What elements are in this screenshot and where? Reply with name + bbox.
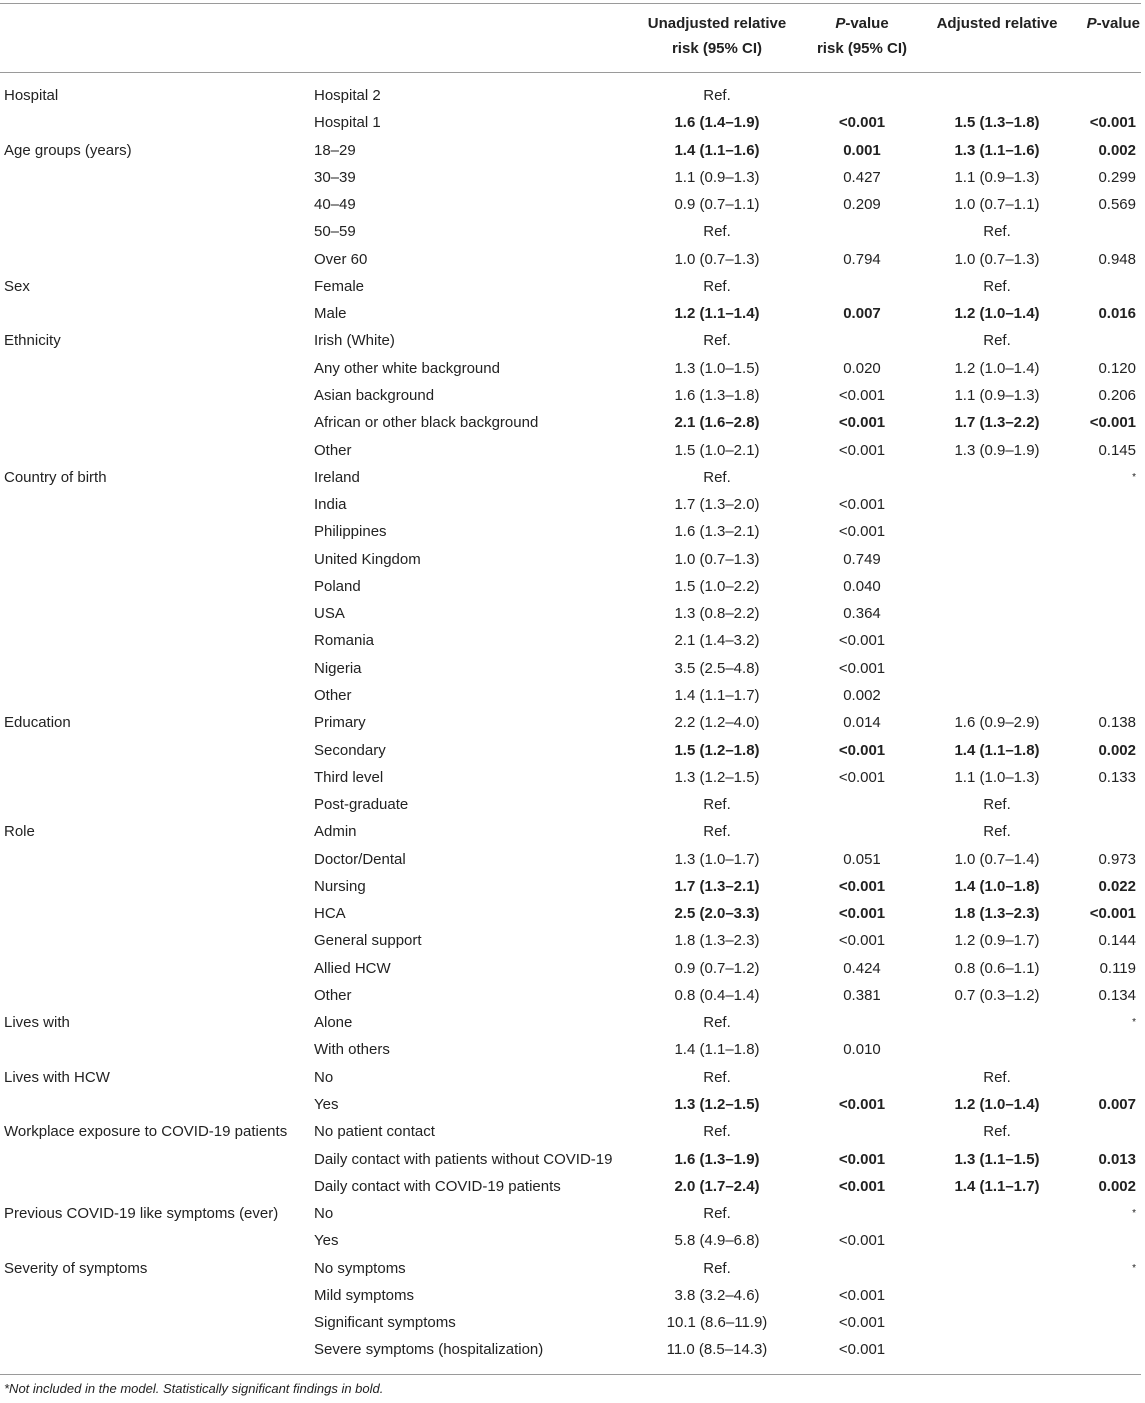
category-cell: Education xyxy=(4,714,71,732)
adjusted-p-cell xyxy=(1060,546,1136,573)
subgroup-cell: Third level xyxy=(314,768,384,786)
adjusted-rr-cell: 1.6 (0.9–2.9) xyxy=(954,714,1040,732)
unadjusted-rr-cell: 1.2 (1.1–1.4) xyxy=(674,305,760,323)
adjusted-rr-cell: Ref. xyxy=(983,277,1011,295)
subgroup-cell: Philippines xyxy=(314,523,387,541)
unadjusted-p-cell: 0.364 xyxy=(843,605,881,623)
unadjusted-rr-cell: 1.7 (1.3–2.1) xyxy=(674,877,760,895)
unadjusted-rr-cell: 1.6 (1.3–2.1) xyxy=(674,523,760,541)
adjusted-p-cell: 0.134 xyxy=(1098,986,1136,1004)
subgroup-cell: Nigeria xyxy=(314,659,362,677)
adjusted-p-cell: 0.299 xyxy=(1098,168,1136,186)
unadjusted-p-cell: 0.749 xyxy=(843,550,881,568)
adjusted-rr-cell: 1.3 (1.1–1.5) xyxy=(954,1150,1040,1168)
adjusted-p-cell: 0.013 xyxy=(1098,1150,1136,1168)
subgroup-cell: Daily contact with COVID-19 patients xyxy=(314,1177,561,1195)
unadjusted-rr-cell: 1.4 (1.1–1.7) xyxy=(674,686,760,704)
unadjusted-rr-cell: 1.3 (1.2–1.5) xyxy=(674,1096,760,1113)
adjusted-p-cell: 0.569 xyxy=(1098,196,1136,214)
subgroup-cell: Over 60 xyxy=(314,250,368,268)
header-unadjusted-line1: Unadjusted relative xyxy=(647,15,787,32)
unadjusted-rr-cell: 1.6 (1.4–1.9) xyxy=(674,114,760,132)
unadjusted-rr-cell: 1.3 (0.8–2.2) xyxy=(674,605,760,623)
adjusted-p-cell: 0.138 xyxy=(1098,714,1136,732)
subgroup-cell: Romania xyxy=(314,632,375,650)
subgroup-cell: Significant symptoms xyxy=(314,1314,456,1332)
unadjusted-rr-cell: Ref. xyxy=(703,1068,731,1086)
adjusted-rr-cell: 1.8 (1.3–2.3) xyxy=(954,905,1040,923)
adjusted-p-cell xyxy=(1060,1282,1136,1309)
unadjusted-rr-cell: 11.0 (8.5–14.3) xyxy=(666,1341,768,1359)
unadjusted-p-cell: <0.001 xyxy=(838,1096,886,1113)
adjusted-rr-cell: Ref. xyxy=(983,796,1011,813)
adjusted-rr-cell: 1.1 (0.9–1.3) xyxy=(954,387,1040,404)
adjusted-p-cell: * xyxy=(1132,1262,1136,1274)
unadjusted-rr-cell: 1.0 (0.7–1.3) xyxy=(674,250,760,268)
unadjusted-p-cell: <0.001 xyxy=(838,1177,886,1195)
subgroup-cell: Female xyxy=(314,277,365,295)
subgroup-cell: Doctor/Dental xyxy=(314,850,406,868)
adjusted-rr-cell: 1.4 (1.0–1.8) xyxy=(954,877,1040,895)
unadjusted-rr-cell: Ref. xyxy=(703,277,731,295)
unadjusted-p-cell: <0.001 xyxy=(838,905,886,923)
unadjusted-rr-cell: 1.8 (1.3–2.3) xyxy=(674,932,760,950)
adjusted-rr-cell: 1.5 (1.3–1.8) xyxy=(954,114,1040,132)
unadjusted-p-cell: 0.001 xyxy=(843,141,881,159)
subgroup-cell: Mild symptoms xyxy=(314,1286,415,1304)
header-unadjusted-rr xyxy=(622,11,812,61)
unadjusted-p-cell: 0.051 xyxy=(843,850,881,868)
header-p2-rest: -value xyxy=(1096,15,1140,32)
unadjusted-p-cell: 0.014 xyxy=(843,714,881,732)
header-adjusted-line1: Adjusted relative xyxy=(936,15,1058,32)
subgroup-cell: Daily contact with patients without COVID-19 xyxy=(314,1150,613,1168)
adjusted-p-cell xyxy=(1060,82,1136,109)
adjusted-rr-cell: 0.8 (0.6–1.1) xyxy=(954,959,1040,977)
unadjusted-p-cell: 0.010 xyxy=(843,1041,881,1059)
adjusted-p-cell: 0.022 xyxy=(1098,877,1136,895)
subgroup-cell: No xyxy=(314,1205,334,1223)
unadjusted-rr-cell: 2.5 (2.0–3.3) xyxy=(674,905,760,923)
subgroup-cell: No patient contact xyxy=(314,1123,435,1141)
category-cell: Lives with HCW xyxy=(4,1068,110,1086)
adjusted-p-cell: * xyxy=(1132,1208,1136,1220)
unadjusted-rr-cell: 2.1 (1.6–2.8) xyxy=(674,414,760,432)
adjusted-p-cell xyxy=(1060,518,1136,545)
unadjusted-rr-cell: 1.5 (1.2–1.8) xyxy=(674,741,760,759)
category-cell: Hospital xyxy=(4,87,59,104)
unadjusted-rr-cell: 1.7 (1.3–2.0) xyxy=(674,496,760,514)
unadjusted-rr-cell: Ref. xyxy=(703,87,731,104)
top-rule xyxy=(0,3,1141,4)
adjusted-rr-cell: Ref. xyxy=(983,1068,1011,1086)
unadjusted-rr-cell: 1.4 (1.1–1.6) xyxy=(674,141,760,159)
unadjusted-p-cell: <0.001 xyxy=(838,523,886,541)
header-rule xyxy=(0,72,1141,73)
subgroup-cell: USA xyxy=(314,605,345,623)
adjusted-p-cell xyxy=(1060,682,1136,709)
subgroup-cell: Severe symptoms (hospitalization) xyxy=(314,1341,544,1359)
subgroup-cell: 40–49 xyxy=(314,196,356,214)
table-footnote: *Not included in the model. Statistically significant findings in bold. xyxy=(4,1381,384,1396)
unadjusted-p-cell: 0.381 xyxy=(843,986,881,1004)
header-unadjusted-line2: risk (95% CI) xyxy=(671,40,763,57)
unadjusted-rr-cell: Ref. xyxy=(703,796,731,813)
adjusted-p-cell xyxy=(1060,1064,1136,1091)
adjusted-p-cell: <0.001 xyxy=(1089,414,1136,432)
subgroup-cell: Allied HCW xyxy=(314,959,391,977)
adjusted-rr-cell: Ref. xyxy=(983,332,1011,350)
header-p-letter: P xyxy=(835,15,846,32)
adjusted-p-cell xyxy=(1060,791,1136,818)
unadjusted-rr-cell: 0.8 (0.4–1.4) xyxy=(674,986,760,1004)
unadjusted-p-cell: <0.001 xyxy=(838,1286,886,1304)
adjusted-rr-cell: 1.1 (1.0–1.3) xyxy=(954,768,1040,786)
adjusted-p-cell: 0.948 xyxy=(1098,250,1136,268)
adjusted-p-cell xyxy=(1060,1036,1136,1063)
unadjusted-p-cell: <0.001 xyxy=(838,768,886,786)
subgroup-cell: No xyxy=(314,1068,334,1086)
unadjusted-p-cell: <0.001 xyxy=(838,877,886,895)
unadjusted-rr-cell: 2.1 (1.4–3.2) xyxy=(674,632,760,650)
adjusted-rr-cell: 1.2 (1.0–1.4) xyxy=(954,1096,1040,1113)
adjusted-rr-cell: 1.3 (0.9–1.9) xyxy=(954,441,1040,459)
unadjusted-rr-cell: 1.3 (1.0–1.5) xyxy=(674,359,760,377)
category-cell: Workplace exposure to COVID-19 patients xyxy=(4,1123,288,1141)
unadjusted-rr-cell: Ref. xyxy=(703,1259,731,1277)
unadjusted-rr-cell: Ref. xyxy=(703,1205,731,1223)
header-pvalue-2 xyxy=(1060,11,1140,36)
adjusted-rr-cell: 1.1 (0.9–1.3) xyxy=(954,168,1040,186)
subgroup-cell: With others xyxy=(314,1041,390,1059)
unadjusted-p-cell: <0.001 xyxy=(838,1314,886,1332)
unadjusted-rr-cell: Ref. xyxy=(703,1014,731,1032)
unadjusted-rr-cell: 0.9 (0.7–1.2) xyxy=(674,959,760,977)
unadjusted-p-cell: 0.209 xyxy=(843,196,881,214)
adjusted-p-cell xyxy=(1060,218,1136,245)
adjusted-p-cell xyxy=(1060,573,1136,600)
subgroup-cell: 30–39 xyxy=(314,168,356,186)
unadjusted-rr-cell: Ref. xyxy=(703,1123,731,1141)
subgroup-cell: General support xyxy=(314,932,422,950)
adjusted-p-cell: 0.145 xyxy=(1098,441,1136,459)
category-cell: Lives with xyxy=(4,1014,70,1032)
subgroup-cell: Ireland xyxy=(314,468,360,486)
adjusted-rr-cell: Ref. xyxy=(983,223,1011,241)
header-p2-letter: P xyxy=(1086,15,1097,32)
unadjusted-rr-cell: 2.2 (1.2–4.0) xyxy=(674,714,760,732)
unadjusted-p-cell: 0.794 xyxy=(843,250,881,268)
subgroup-cell: Nursing xyxy=(314,877,366,895)
adjusted-p-cell: <0.001 xyxy=(1089,114,1136,132)
adjusted-p-cell: * xyxy=(1132,471,1136,483)
unadjusted-rr-cell: Ref. xyxy=(703,223,731,241)
subgroup-cell: India xyxy=(314,496,347,514)
subgroup-cell: Yes xyxy=(314,1096,339,1113)
subgroup-cell: Hospital 2 xyxy=(314,87,381,104)
unadjusted-rr-cell: 1.4 (1.1–1.8) xyxy=(674,1041,760,1059)
adjusted-p-cell: 0.016 xyxy=(1098,305,1136,323)
adjusted-p-cell: * xyxy=(1132,1017,1136,1029)
subgroup-cell: Other xyxy=(314,986,352,1004)
adjusted-p-cell xyxy=(1060,1336,1136,1363)
unadjusted-rr-cell: 1.6 (1.3–1.9) xyxy=(674,1150,760,1168)
adjusted-p-cell: 0.007 xyxy=(1098,1096,1136,1113)
subgroup-cell: Any other white background xyxy=(314,359,500,377)
unadjusted-p-cell: 0.040 xyxy=(843,577,881,595)
subgroup-cell: No symptoms xyxy=(314,1259,406,1277)
unadjusted-rr-cell: 3.8 (3.2–4.6) xyxy=(674,1286,760,1304)
adjusted-p-cell xyxy=(1060,818,1136,845)
unadjusted-p-cell: <0.001 xyxy=(838,496,886,514)
adjusted-p-cell xyxy=(1060,600,1136,627)
unadjusted-rr-cell: Ref. xyxy=(703,823,731,841)
subgroup-cell: 50–59 xyxy=(314,223,356,241)
subgroup-cell: Yes xyxy=(314,1232,339,1250)
unadjusted-p-cell: 0.002 xyxy=(843,686,881,704)
adjusted-p-cell: 0.002 xyxy=(1098,141,1136,159)
adjusted-rr-cell: 1.4 (1.1–1.8) xyxy=(954,741,1040,759)
unadjusted-rr-cell: 5.8 (4.9–6.8) xyxy=(674,1232,760,1250)
unadjusted-p-cell: <0.001 xyxy=(838,387,886,404)
unadjusted-rr-cell: 1.3 (1.0–1.7) xyxy=(674,850,760,868)
adjusted-p-cell xyxy=(1060,1118,1136,1145)
adjusted-p-cell: 0.120 xyxy=(1098,359,1136,377)
subgroup-cell: Male xyxy=(314,305,347,323)
subgroup-cell: 18–29 xyxy=(314,141,356,159)
unadjusted-rr-cell: Ref. xyxy=(703,332,731,350)
unadjusted-p-cell: <0.001 xyxy=(838,632,886,650)
subgroup-cell: Irish (White) xyxy=(314,332,395,350)
subgroup-cell: Secondary xyxy=(314,741,386,759)
adjusted-rr-cell: 1.0 (0.7–1.4) xyxy=(954,850,1040,868)
unadjusted-rr-cell: 1.5 (1.0–2.2) xyxy=(674,577,760,595)
adjusted-p-cell: <0.001 xyxy=(1089,905,1136,923)
unadjusted-rr-cell: 1.5 (1.0–2.1) xyxy=(674,441,760,459)
category-cell: Severity of symptoms xyxy=(4,1259,148,1277)
adjusted-rr-cell: Ref. xyxy=(983,823,1011,841)
adjusted-p-cell: 0.002 xyxy=(1098,1177,1136,1195)
subgroup-cell: HCA xyxy=(314,905,346,923)
adjusted-rr-cell: 1.7 (1.3–2.2) xyxy=(954,414,1040,432)
unadjusted-rr-cell: 1.0 (0.7–1.3) xyxy=(674,550,760,568)
unadjusted-rr-cell: 2.0 (1.7–2.4) xyxy=(674,1177,760,1195)
subgroup-cell: Asian background xyxy=(314,387,435,404)
adjusted-rr-cell: 1.0 (0.7–1.3) xyxy=(954,250,1040,268)
adjusted-p-cell xyxy=(1060,273,1136,300)
subgroup-cell: Admin xyxy=(314,823,357,841)
adjusted-rr-cell: 1.0 (0.7–1.1) xyxy=(954,196,1040,214)
category-cell: Sex xyxy=(4,277,30,295)
subgroup-cell: Post-graduate xyxy=(314,796,409,813)
unadjusted-p-cell: <0.001 xyxy=(838,1232,886,1250)
header-p-rest: -value xyxy=(845,15,889,32)
unadjusted-rr-cell: 0.9 (0.7–1.1) xyxy=(674,196,760,214)
unadjusted-p-cell: <0.001 xyxy=(838,441,886,459)
subgroup-cell: Other xyxy=(314,441,352,459)
header-pvalue-1-line2: risk (95% CI) xyxy=(816,40,908,57)
unadjusted-p-cell: <0.001 xyxy=(838,414,886,432)
adjusted-p-cell: 0.206 xyxy=(1098,387,1136,404)
bottom-rule xyxy=(0,1374,1141,1375)
adjusted-p-cell: 0.119 xyxy=(1099,959,1136,977)
unadjusted-rr-cell: 3.5 (2.5–4.8) xyxy=(674,659,760,677)
unadjusted-p-cell: <0.001 xyxy=(838,741,886,759)
adjusted-rr-cell: 1.2 (1.0–1.4) xyxy=(954,359,1040,377)
adjusted-p-cell xyxy=(1060,327,1136,354)
unadjusted-rr-cell: Ref. xyxy=(703,468,731,486)
adjusted-rr-cell: 1.2 (0.9–1.7) xyxy=(954,932,1040,950)
unadjusted-rr-cell: 1.1 (0.9–1.3) xyxy=(674,168,760,186)
category-cell: Age groups (years) xyxy=(4,141,132,159)
category-cell: Ethnicity xyxy=(4,332,61,350)
subgroup-cell: United Kingdom xyxy=(314,550,421,568)
unadjusted-rr-cell: 1.3 (1.2–1.5) xyxy=(674,768,760,786)
unadjusted-p-cell: <0.001 xyxy=(838,932,886,950)
unadjusted-p-cell: 0.427 xyxy=(843,168,881,186)
adjusted-rr-cell: Ref. xyxy=(983,1123,1011,1141)
adjusted-p-cell: 0.144 xyxy=(1098,932,1136,950)
adjusted-p-cell xyxy=(1060,627,1136,654)
subgroup-cell: Primary xyxy=(314,714,366,732)
adjusted-p-cell xyxy=(1060,491,1136,518)
unadjusted-p-cell: 0.007 xyxy=(843,305,881,323)
adjusted-p-cell xyxy=(1060,655,1136,682)
adjusted-p-cell: 0.133 xyxy=(1098,768,1136,786)
subgroup-cell: Alone xyxy=(314,1014,353,1032)
subgroup-cell: Poland xyxy=(314,577,361,595)
adjusted-rr-cell: 0.7 (0.3–1.2) xyxy=(954,986,1040,1004)
adjusted-p-cell: 0.973 xyxy=(1098,850,1136,868)
adjusted-p-cell xyxy=(1060,1227,1136,1254)
subgroup-cell: Other xyxy=(314,686,352,704)
unadjusted-p-cell: 0.020 xyxy=(843,359,881,377)
unadjusted-p-cell: <0.001 xyxy=(838,1341,886,1359)
adjusted-p-cell: 0.002 xyxy=(1098,741,1136,759)
unadjusted-p-cell: 0.424 xyxy=(843,959,881,977)
adjusted-rr-cell: 1.3 (1.1–1.6) xyxy=(954,141,1040,159)
subgroup-cell: Hospital 1 xyxy=(314,114,381,132)
adjusted-rr-cell: 1.4 (1.1–1.7) xyxy=(954,1177,1040,1195)
unadjusted-rr-cell: 1.6 (1.3–1.8) xyxy=(674,387,760,404)
category-cell: Country of birth xyxy=(4,468,107,486)
adjusted-rr-cell: 1.2 (1.0–1.4) xyxy=(954,305,1040,323)
unadjusted-p-cell: <0.001 xyxy=(838,114,886,132)
category-cell: Previous COVID-19 like symptoms (ever) xyxy=(4,1205,279,1223)
unadjusted-rr-cell: 10.1 (8.6–11.9) xyxy=(666,1314,768,1332)
unadjusted-p-cell: <0.001 xyxy=(838,1150,886,1168)
adjusted-p-cell xyxy=(1060,1309,1136,1336)
subgroup-cell: African or other black background xyxy=(314,414,539,432)
unadjusted-p-cell: <0.001 xyxy=(838,659,886,677)
category-cell: Role xyxy=(4,823,35,841)
